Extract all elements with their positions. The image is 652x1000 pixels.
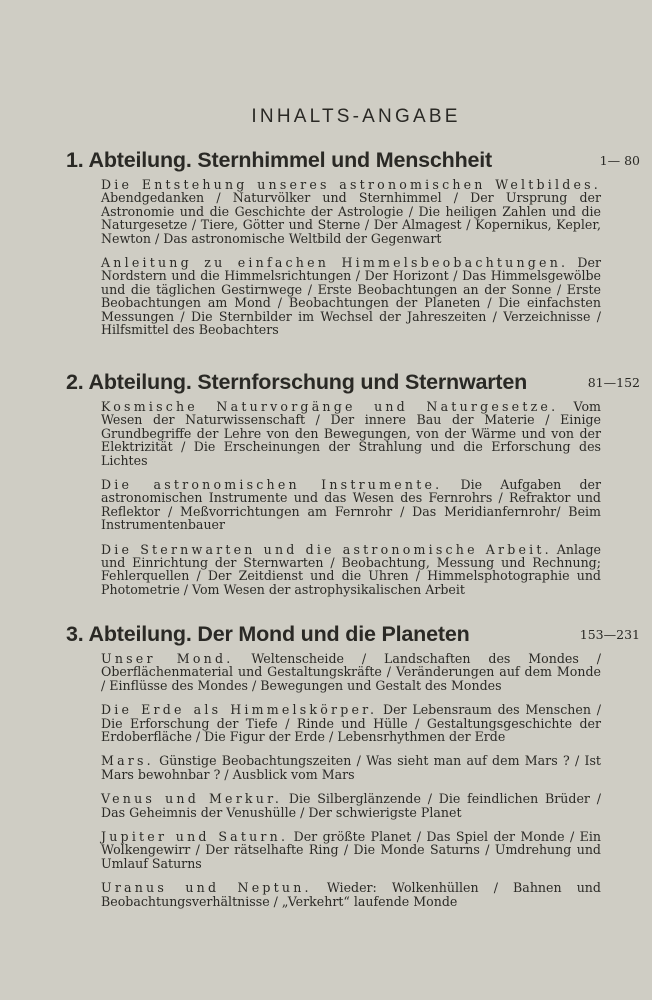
toc-entry (101, 178, 601, 245)
section-pages: 81—152 (587, 375, 640, 390)
entry-lead: Jupiter und Saturn. (101, 829, 289, 845)
section-pages: 1— 80 (599, 153, 640, 168)
entry-text: Weltenscheide / Landschaften des Mondes / Oberflächenmaterial und Gestaltungskräfte / Veränderungen auf dem Monde / Einflüsse des Mondes / Bewegungen und Gestalt des Mondes (101, 651, 601, 693)
toc-entry (101, 881, 601, 908)
entry-text: Wieder: Wolkenhüllen / Bahnen und Beobachtungsverhältnisse / „Verkehrt“ laufende Monde (101, 880, 601, 909)
entry-lead: Unser Mond. (101, 651, 234, 666)
toc-entry (101, 703, 601, 743)
section-title: 2. Abteilung. Sternforschung und Sternwarten (66, 370, 528, 394)
toc-entry (101, 652, 601, 692)
entry-lead: Anleitung zu einfachen Himmelsbeobachtungen. (101, 255, 569, 271)
section-header (66, 622, 640, 652)
section-3 (66, 622, 640, 919)
toc-entry (101, 792, 601, 819)
entry-text: Der Lebensraum des Menschen / Die Erforschung der Tiefe / Rinde und Hülle / Gestaltungsgeschichte der Erdoberfläche / Die Figur der Erde / Lebensrhythmen der Erde (101, 702, 601, 745)
entry-lead: Kosmische Naturvorgänge und Naturgesetze. (101, 399, 559, 414)
entry-text: Anlage und Einrichtung der Sternwarten / Beobachtung, Messung und Rechnung; Fehlerquellen / Der Zeitdienst und die Uhren / Himmelsphotographie und Photometrie / Vom Wesen der astrophysikalischen Arbeit (101, 541, 601, 597)
toc-entry (101, 543, 601, 597)
section-title: 1. Abteilung. Sternhimmel und Menschheit (66, 148, 493, 172)
entry-text: Vom Wesen der Naturwissenschaft / Der innere Bau der Materie / Einige Grundbegriffe der Lehre von den Bewegungen, von der Wärme und von der Elektrizität / Die Erscheinungen der Strahlung und die Erforschung des Lichtes (101, 399, 601, 468)
entry-lead: Die Sternwarten und die astronomische Arbeit. (101, 541, 552, 557)
section-2 (66, 370, 640, 607)
toc-entry (101, 830, 601, 870)
section-title: 3. Abteilung. Der Mond und die Planeten (66, 622, 470, 646)
entry-text: Der Nordstern und die Himmelsrichtungen / Der Horizont / Das Himmelsgewölbe und die täglichen Gestirnwege / Erste Beobachtungen an der Sonne / Erste Beobachtungen am Mond / Beobachtungen der Planeten / Die einfachsten Messungen / Die Sternbilder im Wechsel der Jahreszeiten / Verzeichnisse / Hilfsmittel des Beobachters (101, 255, 601, 338)
entry-lead: Mars. (101, 753, 154, 769)
entry-lead: Die Erde als Himmelskörper. (101, 702, 378, 718)
section-pages: 153—231 (579, 627, 640, 642)
entry-lead: Die astronomischen Instrumente. (101, 477, 443, 493)
entry-text: Die Silberglänzende / Die feindlichen Brüder / Das Geheimnis der Venushülle / Der schwierigste Planet (101, 791, 601, 820)
entry-text: Günstige Beobachtungszeiten / Was sieht man auf dem Mars ? / Ist Mars bewohnbar ? / Ausblick vom Mars (101, 753, 601, 782)
toc-entry (101, 478, 601, 532)
entry-text: Die Aufgaben der astronomischen Instrumente und das Wesen des Fernrohrs / Refraktor und Reflektor / Meßvorrichtungen am Fernrohr / Das Meridianfernrohr/ Beim Instrumentenbauer (101, 477, 601, 533)
entry-text: Der größte Planet / Das Spiel der Monde / Ein Wolkengewirr / Der rätselhafte Ring / Die Monde Saturns / Umdrehung und Umlauf Saturns (101, 829, 601, 871)
section-header (66, 370, 640, 400)
entry-lead: Venus und Merkur. (101, 791, 283, 807)
section-1 (66, 148, 640, 347)
entry-lead: Die Entstehung unseres astronomischen Weltbildes. (101, 177, 601, 192)
section-header (66, 148, 640, 178)
entry-text: Abendgedanken / Naturvölker und Sternhimmel / Der Ursprung der Astronomie und die Geschichte der Astrologie / Die heiligen Zahlen und die Naturgesetze / Tiere, Götter und Sterne / Der Almagest / Kopernikus, Kepler, Newton / Das astronomische Weltbild der Gegenwart (101, 190, 601, 246)
toc-entry (101, 754, 601, 781)
entry-lead: Uranus und Neptun. (101, 880, 312, 896)
page-title: INHALTS-ANGABE (251, 106, 461, 127)
toc-entry (101, 256, 601, 336)
toc-entry (101, 400, 601, 467)
